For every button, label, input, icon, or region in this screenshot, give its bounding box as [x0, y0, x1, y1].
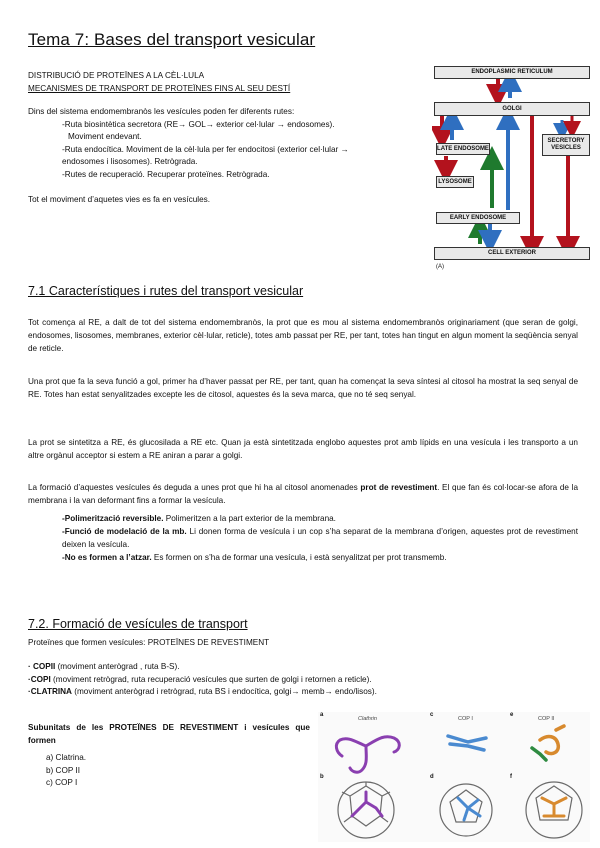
coat-clatrina: [28, 686, 588, 699]
fig-title-copi: COP I: [458, 716, 473, 722]
section1-heading: 7.1 Característiques i rutes del transport vesicular: [28, 284, 304, 298]
p4-text-c: . El que fan és col·locar-se afora de la membrana i la van deformant fins a formar la vesícula.: [28, 483, 578, 505]
coat-figure: [318, 712, 590, 842]
fig-label-d: d: [430, 774, 434, 780]
item-1-bold: -Polimerització reversible.: [62, 514, 164, 523]
intro-block: [28, 70, 408, 207]
item-3-bold: -No es formen a l’atzar.: [62, 553, 152, 562]
intro-line2: MECANISMES DE TRANSPORT DE PROTEÏNES FINS AL SEU DESTÍ: [28, 83, 291, 93]
section2-sub: Proteïnes que formen vesícules: PROTEÏNES DE REVESTIMENT: [28, 638, 270, 647]
coat-copi-text: (moviment retrògrad, ruta recuperació vesícules que surten de golgi i retornen a reticle).: [50, 674, 372, 684]
route-1: -Ruta biosintètica secretora (RE→ GOL→ exterior cel·lular → endosomes).: [62, 119, 335, 129]
subunit-c: c) COP I: [46, 778, 78, 787]
route-2: -Ruta endocítica. Moviment de la cèl·lula per fer endocitosi (exterior cel·lular →: [62, 144, 349, 154]
copi-cage-highlight: [458, 798, 480, 820]
intro-closing: Tot el moviment d’aquetes vies es fa en vesícules.: [28, 195, 211, 204]
coat-clatrina-text: (moviment anterògrad i retrògrad, ruta BS i endocítica, golgi→ memb→ endo/lisos).: [71, 687, 377, 696]
fig-title-copii: COP II: [538, 716, 555, 722]
copii-assembly: [532, 726, 564, 760]
p4-text-a: La formació d’aquestes vesícules és deguda a unes prot que hi ha al citosol anomenades: [28, 483, 361, 492]
fig-label-b: b: [320, 774, 324, 780]
copi-triad: [448, 736, 486, 750]
coat-list: [28, 661, 588, 699]
fig-label-e: e: [510, 712, 514, 718]
pathway-diagram: [432, 66, 592, 276]
copii-cage-highlight: [542, 798, 566, 816]
fig-title-clathrin: Clathrin: [358, 716, 377, 722]
subunit-b: b) COP II: [46, 765, 80, 775]
coat-clatrina-bold: ·CLATRINA: [28, 687, 72, 696]
section1-p1: Tot comença al RE, a dalt de tot del sistema endomembranòs, la prot que es mou al sistema endomembranòs originariament (que seran de golgi, endosomes, lisosomes, membranes, exterior cèl·lular, reticle), totes amb passat per RE, per tant, totes han tingut en algun moment la seqüència senyal de reticle.: [28, 318, 578, 353]
intro-lead: Dins del sistema endomembranòs les vesícules poden fer diferents rutes:: [28, 107, 295, 116]
er-box: ENDOPLASMIC RETICULUM: [434, 66, 590, 79]
clathrin-triskelion: [336, 737, 399, 772]
fig-label-c: c: [430, 712, 434, 718]
route-2b: endosomes i lisosomes). Retrògrada.: [62, 157, 198, 166]
fig-label-a: a: [320, 712, 324, 718]
section1-p2: Una prot que fa la seva funció a gol, primer ha d’haver passat per RE, per tant, quan ha començat la seva síntesi al citosol ha mostrat la seq senyal de RE. Totes han estat senyalitzades excepte les de citosol, aquestes és la seva marca, que no té seq senyal.: [28, 377, 578, 399]
route-1b: Moviment endevant.: [68, 132, 142, 141]
lysosome-box: LYSOSOME: [436, 176, 474, 188]
coat-copi-bold: ·COPI: [28, 674, 51, 684]
coat-figure-art: [318, 712, 590, 842]
item-2-bold: -Funció de modelació de la mb.: [62, 527, 187, 536]
pathway-arrows: [432, 66, 592, 276]
subunits-title: Subunitats de les PROTEÏNES DE REVESTIMENT i vesícules que formen: [28, 723, 310, 745]
route-3: -Rutes de recuperació. Recuperar proteïnes. Retrògrada.: [62, 169, 270, 179]
item-1-text: Polimeritzen a la part exterior de la membrana.: [163, 514, 336, 523]
section1-p4: [28, 481, 578, 507]
intro-line1: DISTRIBUCIÓ DE PROTEÏNES A LA CÈL·LULA: [28, 71, 205, 80]
section1-items: [28, 512, 578, 564]
item-1: [28, 512, 578, 525]
coat-copii-text: (moviment anterògrad , ruta B-S).: [55, 662, 180, 671]
late-endosome-box: LATE ENDOSOME: [436, 143, 490, 155]
clathrin-cage-highlight: [352, 792, 382, 816]
coat-copi: [28, 674, 588, 687]
fig-label-f: f: [510, 774, 512, 780]
item-3: [28, 551, 578, 564]
subunits-list: [46, 752, 86, 790]
item-2: [28, 525, 578, 551]
coat-copii-bold: · COPII: [28, 662, 56, 671]
page-title: Tema 7: Bases del transport vesicular: [28, 30, 316, 49]
section1-p3: La prot se sintetitza a RE, és glucosilada a RE etc. Quan ja està sintetitzada englobo aquestes prot amb lípids en una vesícula i les transporto a un altre orgànul acceptor si estem a RE aniran a parar a golgi.: [28, 438, 578, 460]
subunit-a: a) Clatrina.: [46, 753, 87, 762]
clathrin-cage: [338, 782, 394, 838]
coat-copii: [28, 661, 588, 674]
section2-heading: 7.2. Formació de vesícules de transport: [28, 617, 248, 631]
cell-exterior-box: CELL EXTERIOR: [434, 247, 590, 260]
panel-label: (A): [436, 264, 444, 270]
golgi-box: GOLGI: [434, 102, 590, 116]
item-3-text: Es formen on s’ha de formar una vesícula, i està senyalitzat per prot transmemb.: [151, 553, 447, 562]
secretory-box: SECRETORY VESICLES: [542, 134, 590, 156]
early-endosome-box: EARLY ENDOSOME: [436, 212, 520, 224]
p4-bold: prot de revestiment: [360, 483, 438, 492]
item-2-text: Li donen forma de vesícula i un cop s’ha separat de la membrana d’origen, aquestes prot de revestiment deixen la vesícula.: [62, 527, 578, 549]
